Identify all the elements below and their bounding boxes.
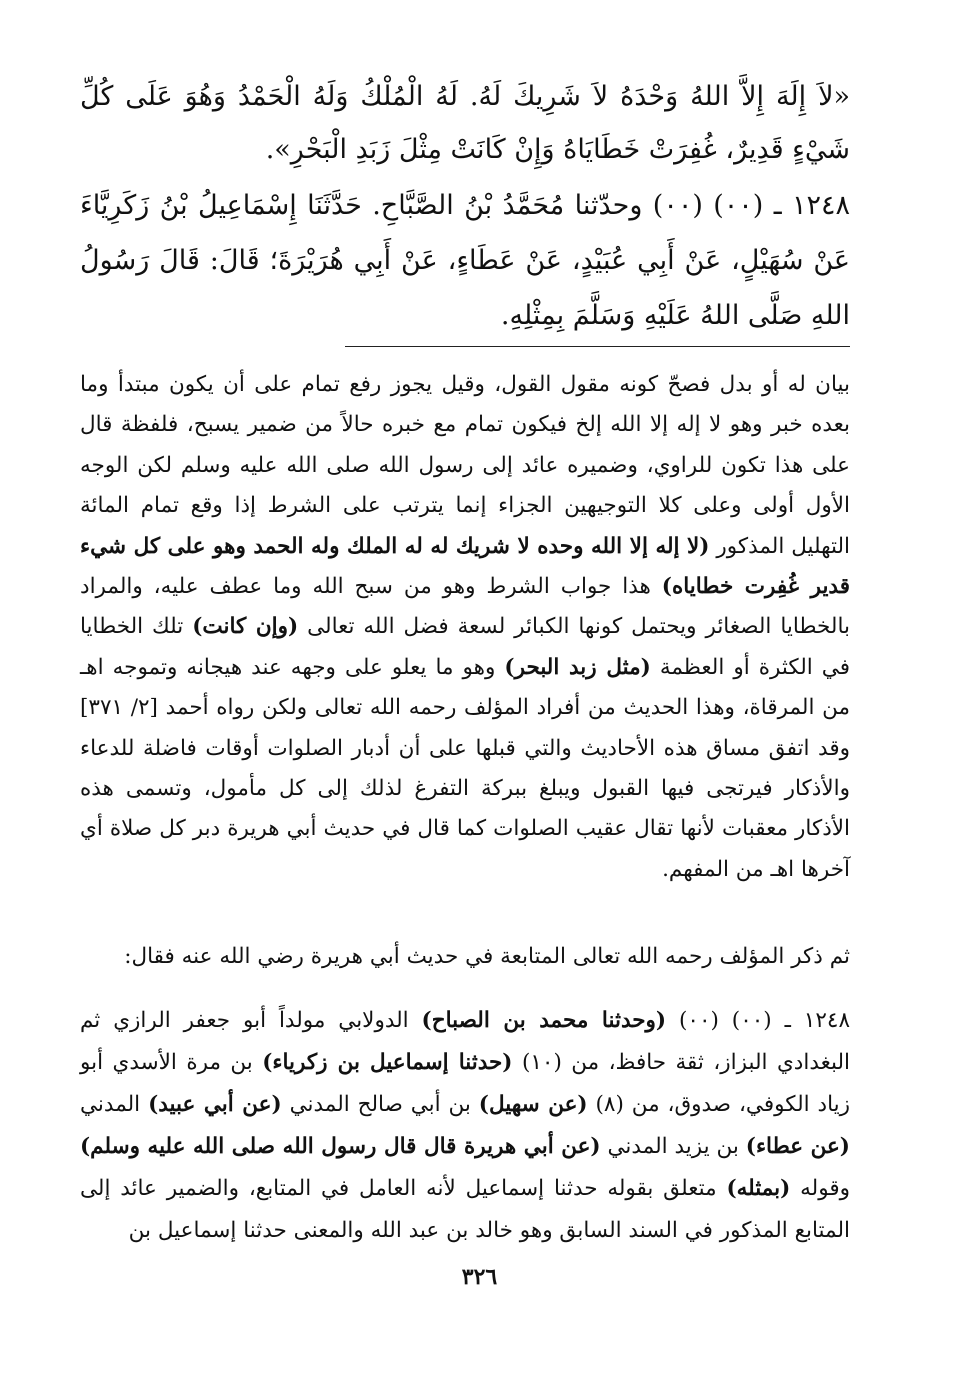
- hadith-text: [80, 70, 850, 176]
- commentary-text: المدني: [80, 1092, 141, 1117]
- commentary-text: وقوله: [800, 1176, 851, 1201]
- commentary-text: بن مرة الأسدي أبو زياد الكوفي، صدوق، من (٨): [80, 1050, 850, 1117]
- footnote-divider: [345, 346, 850, 347]
- commentary-paragraph: [80, 937, 850, 977]
- quoted-text: (بمثله): [726, 1176, 791, 1201]
- hadith-paragraph: «لاَ إِلَهَ إِلاَّ اللهُ وَحْدَهُ لاَ شَرِيكَ لَهُ. لَهُ الْمُلْكُ وَلَهُ الْحَمْدُ وَهُوَ عَلَى كُلِّ شَيْءٍ قَدِيرٌ، غُفِرَتْ خَطَايَاهُ وَإِنْ كَانَتْ مِثْلَ زَبَدِ الْبَحْرِ».: [80, 81, 850, 165]
- commentary-text: هذا جواب الشرط وهو من سبح الله وما عطف عليه، والمراد بالخطايا الصغائر ويحتمل كونها الكبائر لسعة فضل الله تعالى: [80, 574, 851, 640]
- commentary-text: بيان له أو بدل فصحّ كونه مقول القول، وقيل يجوز رفع تمام على أن يكون مبتدأ وما بعده خبر وهو لا إله إلا الله إلخ فيكون تمام مع خبره حالاً من ضمير يسبح، فلفظة قال على هذا تكون للراوي، وضميره عائد إلى رسول الله صلى الله عليه وسلم لكن الوجه الأول أولى وعلى كلا التوجيهين الجزاء إنما يترتب على الشرط إذا وقع تمام المائة التهليل المذكور: [80, 372, 851, 559]
- commentary-text: تلك الخطايا في الكثرة أو العظمة: [80, 614, 850, 680]
- commentary-text: ١٢٤٨ ـ (٠٠) (٠٠): [679, 1008, 850, 1033]
- commentary-text: ثم ذكر المؤلف رحمه الله تعالى المتابعة في حديث أبي هريرة رضي الله عنه فقال:: [124, 944, 850, 969]
- commentary-paragraph: [80, 365, 850, 890]
- quoted-text: (لا إله إلا الله وحده لا شريك له له الملك وله الحمد وهو على كل شيء قدير غُفِرت خطاياه): [80, 533, 850, 600]
- hadith-paragraph: ١٢٤٨ ـ (٠٠) (٠٠) وحدّثنا مُحَمَّدُ بْنُ الصَّبَّاحِ. حَدَّثَنَا إِسْمَاعِيلُ بْنُ زَكَرِيَّاءَ عَنْ سُهَيْلٍ، عَنْ أَبِي عُبَيْدٍ، عَنْ عَطَاءٍ، عَنْ أَبِي هُرَيْرَةَ؛ قَالَ: قَالَ رَسُولُ اللهِ صَلَّى اللهُ عَلَيْهِ وَسَلَّمَ بِمِثْلِهِ.: [80, 190, 851, 331]
- quoted-text: (عن أبي عبيد): [148, 1092, 282, 1117]
- commentary-text: متعلق بقوله حدثنا إسماعيل لأنه العامل في المتابع، والضمير عائد إلى المتابع المذكور في السند السابق وهو خالد بن عبد الله والمعنى حدثنا إسماعيل بن: [80, 1176, 850, 1243]
- quoted-text: (مثل زبد البحر): [504, 654, 651, 680]
- quoted-text: (حدثنا إسماعيل بن زكرياء): [262, 1050, 513, 1075]
- commentary-text: بن يزيد المدني: [607, 1134, 739, 1159]
- quoted-text: (عن أبي هريرة قال قال رسول الله صلى الله عليه وسلم): [80, 1134, 601, 1159]
- commentary-text: وهو ما يعلو على وجهه عند هيجانه وتموجه اهـ من المرقاة، وهذا الحديث من أفراد المؤلف رحمه الله تعالى ولكن رواه أحمد [٢/ ٣٧١] وقد اتفق مساق هذه الأحاديث والتي قبلها على أن أدبار الصلوات أوقات فاضلة للدعاء والأذكار فيرتجى فيها القبول ويبلغ ببركة التفرغ لذلك إلى كل مأمول، وتسمى هذه الأذكار معقبات لأنها تقال عقيب الصلوات كما قال في حديث أبي هريرة دبر كل صلاة أي آخرها اهـ من المفهم.: [80, 654, 850, 882]
- commentary-text: الدولابي مولداً أبو جعفر الرازي ثم البغدادي البزاز، ثقة حافظ، من (١٠): [80, 1008, 850, 1075]
- quoted-text: (عن عطاء): [745, 1134, 850, 1159]
- hadith-chain: [80, 178, 850, 343]
- commentary-text: بن أبي صالح المدني: [289, 1092, 471, 1117]
- quoted-text: (وحدثنا محمد بن الصباح): [421, 1008, 667, 1033]
- quoted-text: (عن سهيل): [478, 1092, 588, 1117]
- commentary-paragraph: [80, 1000, 850, 1252]
- page-number: ٣٢٦: [461, 1264, 498, 1290]
- quoted-text: (وإن كانت): [192, 614, 299, 640]
